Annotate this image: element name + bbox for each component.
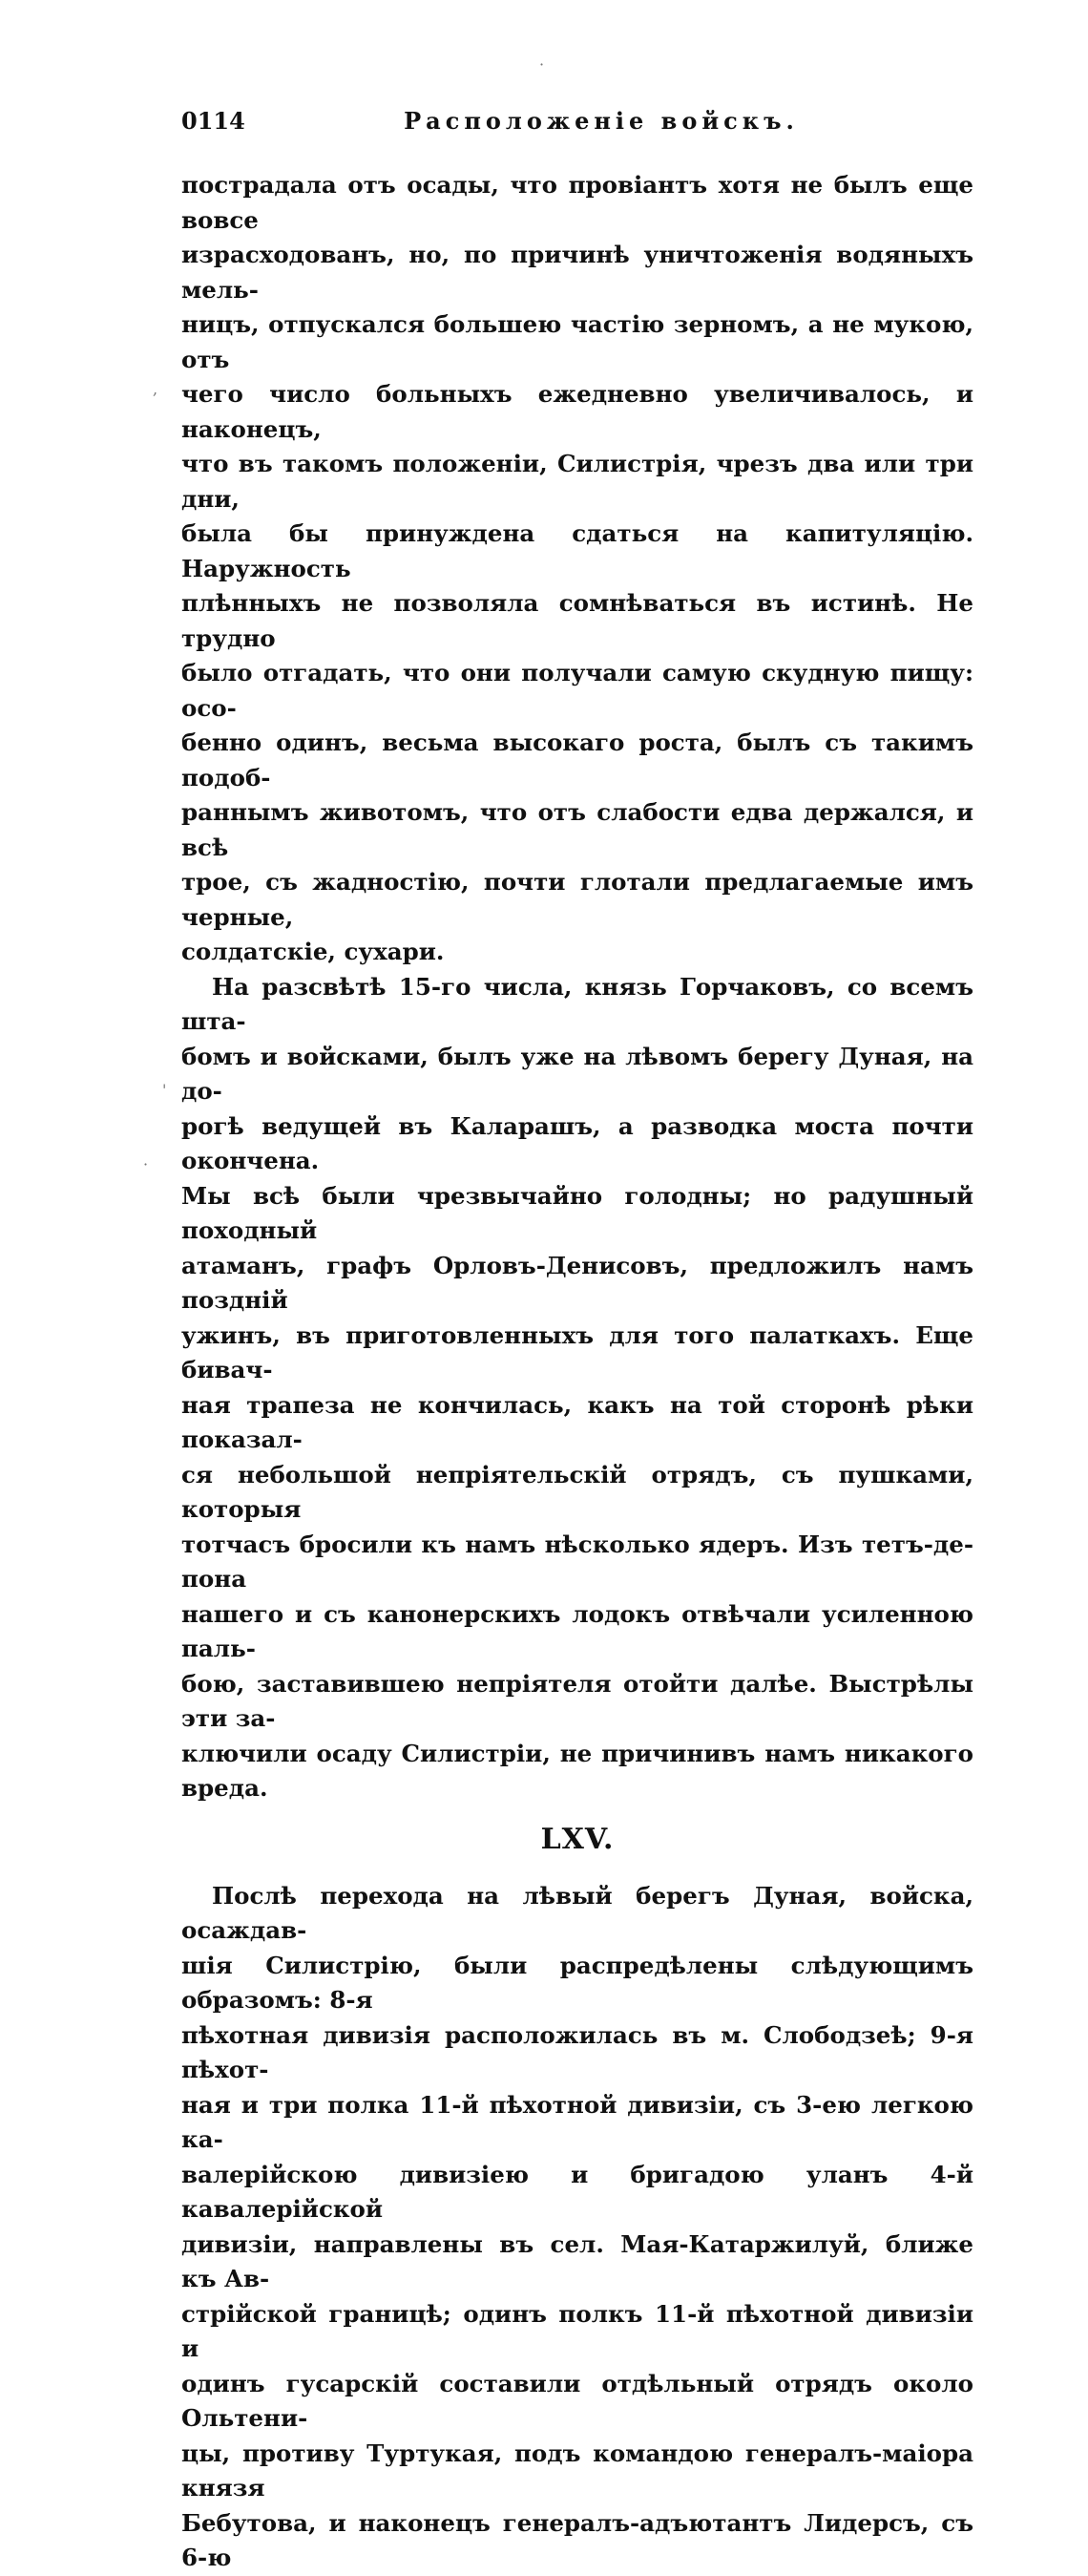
page-number: 0114 [181,107,245,135]
paragraph: Послѣ перехода на лѣвый берегъ Дуная, войска, осаждав- шія Силистрію, были распредѣлены слѣдующимъ образомъ: 8-я пѣхотная дивизія расположилась въ м. Слободзеѣ; 9-я пѣхот- ная и три полка 11-й пѣхотной дивизіи, съ 3-ею легкою ка- валерійскою дивизіею и бригадою уланъ 4-й кавалерійской дивизіи, направлены въ сел. Мая-Катаржилуй, ближе къ Ав- стрійской границѣ; одинъ полкъ 11-й пѣхотной дивизіи и одинъ гусарскій составили отдѣльный отрядъ около Ольтени- цы, противу Туртукая, подъ командою генералъ-маіора князя Бебутова, и наконецъ генералъ-адъютантъ Лидерсъ, съ 6-ю [181,1881,973,2571]
paragraph: На разсвѣтѣ 15-го числа, князь Горчаковъ, со всемъ шта- бомъ и войсками, былъ уже на лѣвомъ берегу Дуная, на до- рогѣ ведущей въ Каларашъ, а разводка моста почти окончена. Мы всѣ были чрезвычайно голодны; но радушный походный атаманъ, графъ Орловъ-Денисовъ, предложилъ намъ поздній ужинъ, въ приготовленныхъ для того палаткахъ. Еще бивач- ная трапеза не кончилась, какъ на той сторонѣ рѣки показал- ся небольшой непріятельскій отрядъ, съ пушками, которыя тотчасъ бросили къ намъ нѣсколько ядеръ. Изъ тетъ-де-пона нашего и съ канонерскихъ лодокъ отвѣчали усиленною паль- бою, заставившею непріятеля отойти далѣе. Выстрѣлы эти за- ключили осаду Силистріи, не причинивъ намъ никакого вреда. [181,972,973,1802]
paragraph-continued: пострадала отъ осады, что провіантъ хотя не былъ еще вовсе израсходованъ, но, по причинѣ уничтоженія водяныхъ мель- ницъ, отпускался большею частію зерномъ, а не мукою, отъ чего число больныхъ ежедневно увеличивалось, и наконецъ, что въ такомъ положеніи, Силистрія, чрезъ два или три дни, была бы принуждена сдаться на капитуляцію. Наружность плѣнныхъ не позволяла сомнѣваться въ истинѣ. Не трудно было отгадать, что они получали самую скудную пищу: осо- бенно одинъ, весьма высокаго роста, былъ съ такимъ подоб- раннымъ животомъ, что отъ слабости едва держался, и всѣ трое, съ жадностію, почти глотали предлагаемые имъ черные, солдатскіе, сухари. [181,171,973,965]
body-text [181,168,973,2576]
running-title: Расположеніе войскъ. [404,107,799,135]
scan-speck-mark: ' [162,1081,167,1099]
scan-speck-mark: · [143,1155,149,1173]
scan-speck-mark: , [153,380,158,398]
page-header [181,107,973,145]
section-heading: LXV. [540,1822,615,1856]
scan-speck-mark: · [539,55,545,74]
